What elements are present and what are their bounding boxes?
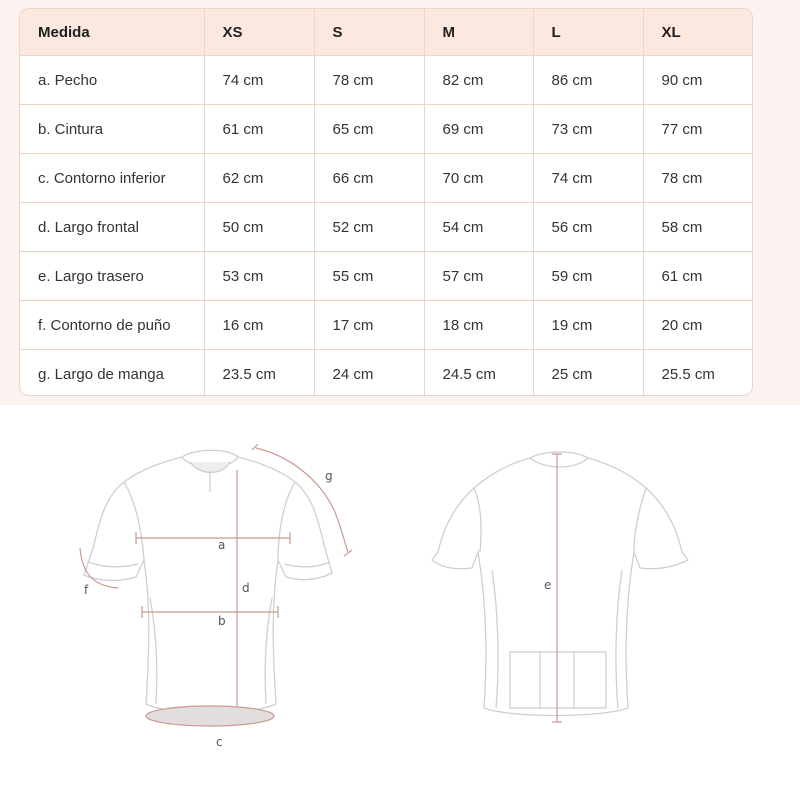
cell-value: 74 cm: [204, 56, 314, 105]
cell-value: 52 cm: [314, 203, 424, 252]
header-size-m: M: [424, 9, 533, 56]
cell-value: 77 cm: [643, 105, 752, 154]
front-hem-band: [146, 706, 274, 726]
front-right-panel: [265, 598, 272, 704]
back-pockets: [510, 652, 606, 708]
table-row: [20, 252, 752, 301]
header-size-xs: XS: [204, 9, 314, 56]
cell-value: 25.5 cm: [661, 365, 715, 383]
back-right-raglan: [634, 488, 646, 552]
back-left-panel: [492, 570, 498, 708]
row-label: b. Cintura: [20, 105, 204, 154]
jersey-measurement-diagram: [0, 405, 800, 800]
cell-value: 54 cm: [424, 203, 533, 252]
header-medida: Medida: [20, 9, 204, 56]
cell-value: 56 cm: [533, 203, 643, 252]
header-size-l: L: [533, 9, 643, 56]
label-e: e: [544, 578, 552, 592]
cell-value: 74 cm: [533, 154, 643, 203]
row-label: e. Largo trasero: [20, 252, 204, 301]
cell-value: 65 cm: [314, 105, 424, 154]
table-row: [20, 154, 752, 203]
label-a: a: [218, 538, 226, 552]
header-size-xl: XL: [643, 9, 752, 56]
cell-value: 61 cm: [643, 252, 752, 301]
cell-value: 90 cm: [643, 56, 752, 105]
cell-value: 73 cm: [533, 105, 643, 154]
row-label: c. Contorno inferior: [20, 154, 204, 203]
front-right-raglan: [278, 482, 295, 560]
row-label: g. Largo de manga: [20, 350, 204, 397]
cell-value: 66 cm: [314, 154, 424, 203]
cell-value: 16 cm: [204, 301, 314, 350]
cell-value: 50 cm: [204, 203, 314, 252]
header-size-s: S: [314, 9, 424, 56]
cell-value: 58 cm: [643, 203, 752, 252]
back-right-panel: [616, 570, 622, 708]
label-c: c: [216, 735, 223, 749]
table-row: [20, 56, 752, 105]
table-header-row: [20, 9, 752, 56]
front-left-cuff: [88, 562, 138, 567]
label-d: d: [242, 581, 250, 595]
row-label: a. Pecho: [20, 56, 204, 105]
front-left-panel: [150, 598, 157, 704]
front-left-raglan: [124, 482, 144, 560]
cell-value: 62 cm: [204, 154, 314, 203]
back-jersey-illustration: [432, 452, 688, 716]
back-jersey-outline: [432, 452, 688, 716]
label-f: f: [84, 583, 89, 597]
cell-value: 20 cm: [643, 301, 752, 350]
cell-value: 61 cm: [204, 105, 314, 154]
table-row: [20, 350, 752, 397]
table-row: [20, 301, 752, 350]
row-label: d. Largo frontal: [20, 203, 204, 252]
label-g: g: [325, 469, 333, 483]
cell-value: 70 cm: [424, 154, 533, 203]
cell-value: 19 cm: [533, 301, 643, 350]
cell-value: 55 cm: [314, 252, 424, 301]
size-chart-table: [19, 8, 753, 396]
table-row: [20, 203, 752, 252]
front-right-cuff: [284, 562, 330, 567]
cell-value: 78 cm: [314, 56, 424, 105]
cell-value: 17 cm: [314, 301, 424, 350]
cell-value: 59 cm: [533, 252, 643, 301]
cell-value: 18 cm: [424, 301, 533, 350]
cell-value: 69 cm: [424, 105, 533, 154]
front-jersey-outline: [84, 450, 332, 713]
table-row: [20, 105, 752, 154]
cell-value: 25 cm: [533, 350, 643, 397]
back-measurement-lines: [552, 454, 562, 722]
label-b: b: [218, 614, 226, 628]
cell-value: 24 cm: [314, 350, 424, 397]
cell-value: 53 cm: [204, 252, 314, 301]
back-left-raglan: [474, 488, 481, 552]
front-measurement-lines: [80, 444, 352, 726]
row-label: f. Contorno de puño: [20, 301, 204, 350]
cell-value: 78 cm: [643, 154, 752, 203]
front-jersey-illustration: [84, 450, 332, 713]
cell-value: 86 cm: [533, 56, 643, 105]
cell-value: 82 cm: [424, 56, 533, 105]
cell-value: 57 cm: [424, 252, 533, 301]
back-collar: [530, 458, 588, 467]
measure-line-g: [256, 448, 348, 552]
cell-value: 23.5 cm: [204, 350, 314, 397]
cell-value: 24.5 cm: [424, 350, 533, 397]
